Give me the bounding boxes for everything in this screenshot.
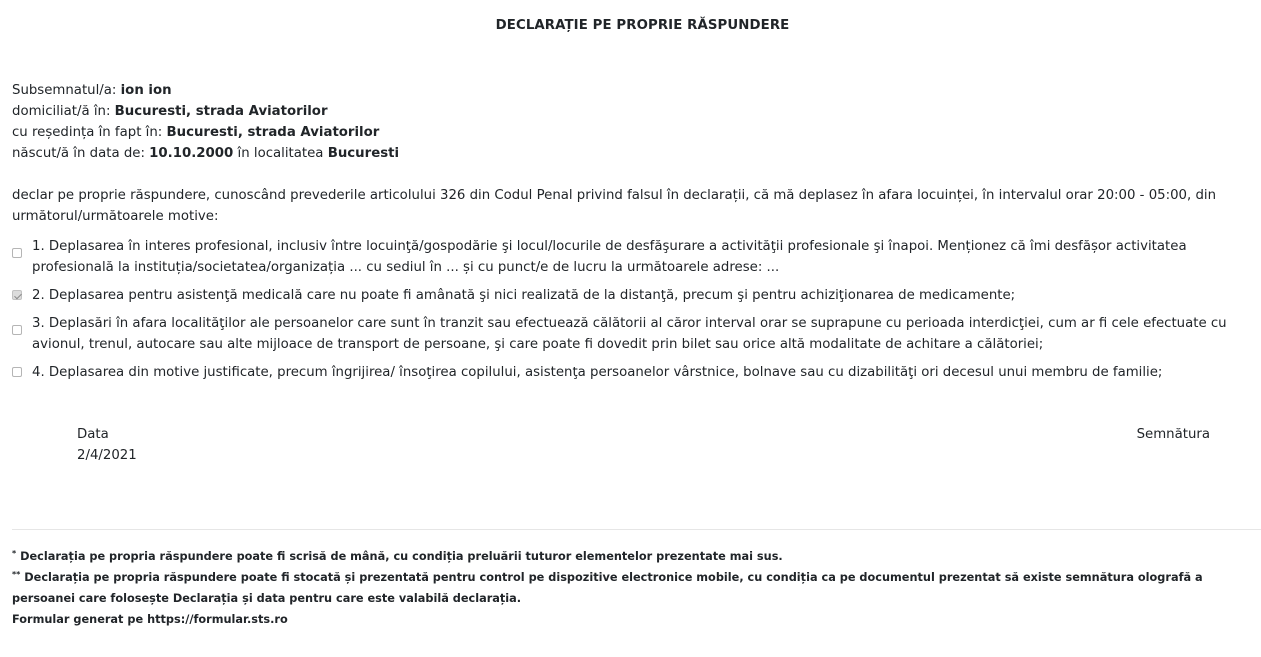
reason-item-2 [12, 285, 1248, 306]
reason-2-checkbox[interactable] [12, 290, 22, 300]
birthplace-label: în localitatea [233, 146, 328, 161]
birth-label: născut/ă în data de: [12, 146, 150, 161]
address-line [12, 101, 1252, 122]
declaration-text: declar pe proprie răspundere, cunoscând prevederile articolului 326 din Codul Penal privind falsul în declarații, că mă deplasez în afara locuinței, în intervalul orar 20:00 - 05:00, din următorul/următoarele motive: [12, 188, 1217, 224]
footer-notes [12, 546, 1252, 630]
signature-label: Semnătura [1136, 427, 1210, 442]
generated-by: Formular generat pe https://formular.sts.ro [12, 613, 288, 626]
page-title: DECLARAȚIE PE PROPRIE RĂSPUNDERE [495, 18, 790, 33]
residence-line [12, 122, 1252, 143]
reason-1-label: 1. Deplasarea în interes profesional, inclusiv între locuinţă/gospodărie şi locul/locurile de desfăşurare a activităţii profesionale şi înapoi. Menționez că îmi desfășor activitatea profesională la instituția/societatea/organizația ... cu sediul în ... și cu punct/e de lucru la următoarele adrese: ... [32, 239, 1187, 275]
reason-item-3 [12, 313, 1248, 355]
reason-2-label: 2. Deplasarea pentru asistenţă medicală care nu poate fi amânată şi nici realizată de la distanţă, precum şi pentru achiziţionarea de medicamente; [32, 288, 1016, 303]
date-label: Data [77, 427, 109, 442]
name-value: ion ion [120, 83, 172, 98]
note-2 [12, 567, 1252, 609]
address-label: domiciliat/ă în: [12, 104, 115, 119]
note-1-mark: * [12, 549, 17, 558]
residence-value: Bucuresti, strada Aviatorilor [166, 125, 380, 140]
name-label: Subsemnatul/a: [12, 83, 121, 98]
reason-1-checkbox[interactable] [12, 248, 22, 258]
date-block [77, 424, 137, 466]
reason-3-label: 3. Deplasări în afara localităţilor ale persoanelor care sunt în tranzit sau efectuează călătorii al căror interval orar se suprapune cu perioada interdicţiei, cum ar fi cele efectuate cu avionul, trenul, autocare sau alte mijloace de transport de persoane, şi care poate fi dovedit prin bilet sau orice altă modalitate de achitare a călătoriei; [32, 316, 1227, 352]
note-2-mark: ** [12, 570, 21, 579]
note-1-text: Declarația pe propria răspundere poate fi scrisă de mână, cu condiția preluării tuturor elementelor prezentate mai sus. [16, 550, 783, 563]
address-value: Bucuresti, strada Aviatorilor [114, 104, 328, 119]
footer-divider [12, 529, 1261, 530]
birth-line [12, 143, 1252, 164]
reason-4-checkbox[interactable] [12, 367, 22, 377]
reasons-list [12, 236, 1248, 390]
signature-block [1137, 424, 1210, 445]
note-1 [12, 546, 1252, 567]
date-value: 2/4/2021 [77, 448, 137, 463]
birthplace-value: Bucuresti [327, 146, 400, 161]
name-line [12, 80, 1252, 101]
reason-item-1 [12, 236, 1248, 278]
personal-info [12, 80, 1252, 164]
birth-date-value: 10.10.2000 [149, 146, 234, 161]
reason-item-4 [12, 362, 1248, 383]
reason-3-checkbox[interactable] [12, 325, 22, 335]
reason-4-label: 4. Deplasarea din motive justificate, precum îngrijirea/ însoţirea copilului, asistenţa persoanelor vârstnice, bolnave sau cu dizabilităţi ori decesul unui membru de familie; [32, 365, 1163, 380]
residence-label: cu reședința în fapt în: [12, 125, 167, 140]
note-2-text: Declarația pe propria răspundere poate fi stocată și prezentată pentru control pe dispozitive electronice mobile, cu condiția ca pe documentul prezentat să existe semnătura olografă a persoanei care folosește Declarația și data pentru care este valabilă declarația. [12, 571, 1203, 605]
